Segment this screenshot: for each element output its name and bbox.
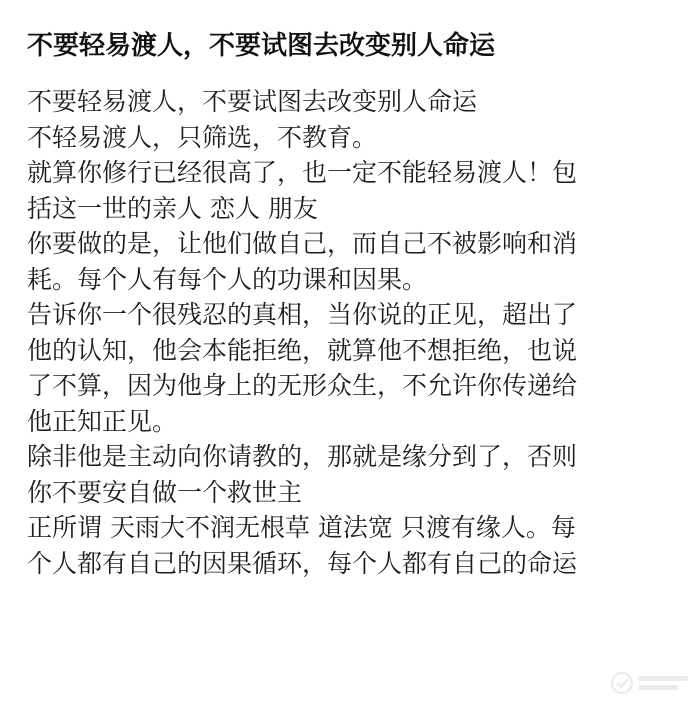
body-line: 你要做的是，让他们做自己，而自己不被影响和消: [27, 229, 578, 258]
body-line: 你不要安自做一个救世主: [27, 477, 303, 507]
body-line: 除非他是主动向你请教的，那就是缘分到了，否则: [27, 442, 578, 471]
body-line: 就算你修行已经很高了，也一定不能轻易渡人！包: [27, 158, 578, 187]
site-logo-watermark-icon: [608, 668, 694, 698]
body-line: 正所谓 天雨大不润无根草 道法宽 只渡有缘人。每: [27, 513, 576, 542]
body-line: 不要轻易渡人，不要试图去改变别人命运: [27, 87, 478, 116]
article-title: 不要轻易渡人，不要试图去改变别人命运: [27, 31, 496, 61]
body-line: 他的认知，他会本能拒绝，就算他不想拒绝，也说: [27, 335, 578, 365]
body-line: 告诉你一个很残忍的真相，当你说的正见，超出了: [27, 300, 578, 329]
article-body: [27, 84, 687, 581]
body-line: 不轻易渡人，只筛选，不教育。: [27, 122, 378, 152]
body-line: 括这一世的亲人 恋人 朋友: [27, 193, 318, 223]
body-line: 耗。每个人有每个人的功课和因果。: [27, 264, 428, 294]
body-line: 他正知正见。: [27, 406, 178, 436]
body-line: 个人都有自己的因果循环，每个人都有自己的命运: [27, 548, 578, 578]
body-line: 了不算，因为他身上的无形众生，不允许你传递给: [27, 371, 578, 400]
